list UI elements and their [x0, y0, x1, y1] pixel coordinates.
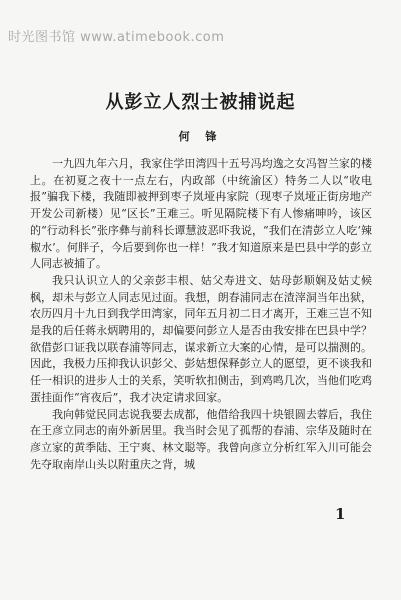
- article-title: 从彭立人烈士被捕说起: [105, 92, 296, 113]
- paragraph: 一九四九年六月，我家住学田湾四十五号冯均逸之女冯智兰家的楼上。在初夏之夜十一点左右，内政部（中统渝区）特务二人以“收电报”骗我下楼，我随即被押到枣子岚垭冉家院（现枣子岚垭正街房地产开发公司新楼）见“区长”王难三。听见隔院楼下有人惨痛呻吟，该区的“行动科长”张序彝与前科长谭慧波恶吓我说，“我们在清彭立人吃‘辣椒水’。何胖子，今后要到你也一样！”我才知道原来是巴县中学的彭立人同志被捕了。: [30, 157, 372, 271]
- article-body: [30, 156, 372, 473]
- paragraph: 我只认识立人的父亲彭丰根、姑父寿进文、姑母彭顺娴及姑丈候枫，却未与彭立人同志见过面。我想，朗春浦同志在渣滓洞当年出狱，农历四月十九日到我学田湾家，同年五月初二日才离开，王难三岂不知是我的后任蒋永炳聘用的，却偏要问彭立人是否由我安排在巴县中学？欲借彭口证我以联春浦等同志，谋求新立大案的心情，是可以揣测的。因此，我极力压抑我认识彭父、彭姑想保释彭立人的愿望，更不谈我和任一相识的进步人士的关系，笑听软扣侧击，到鸡鸣几次，当他们吃鸡蛋挂面作“宵夜后”，我才决定请求回家。: [30, 273, 372, 404]
- author-name: 何 锋: [178, 130, 223, 143]
- paragraph: 我向韩觉民同志说我要去成都，他借给我四十块银圆去蓉后，我住在王彦立同志的南外新居里。我当时会见了孤帮的春浦、宗华及随时在彦立家的黄季陆、王宁爽、林文聪等。我曾向彦立分析红军入川可能会先夺取南岸山头以附重庆之背，城: [30, 407, 372, 471]
- page-number: 1: [335, 505, 346, 523]
- watermark: 时光图书馆 www.atimebook.com: [8, 30, 225, 45]
